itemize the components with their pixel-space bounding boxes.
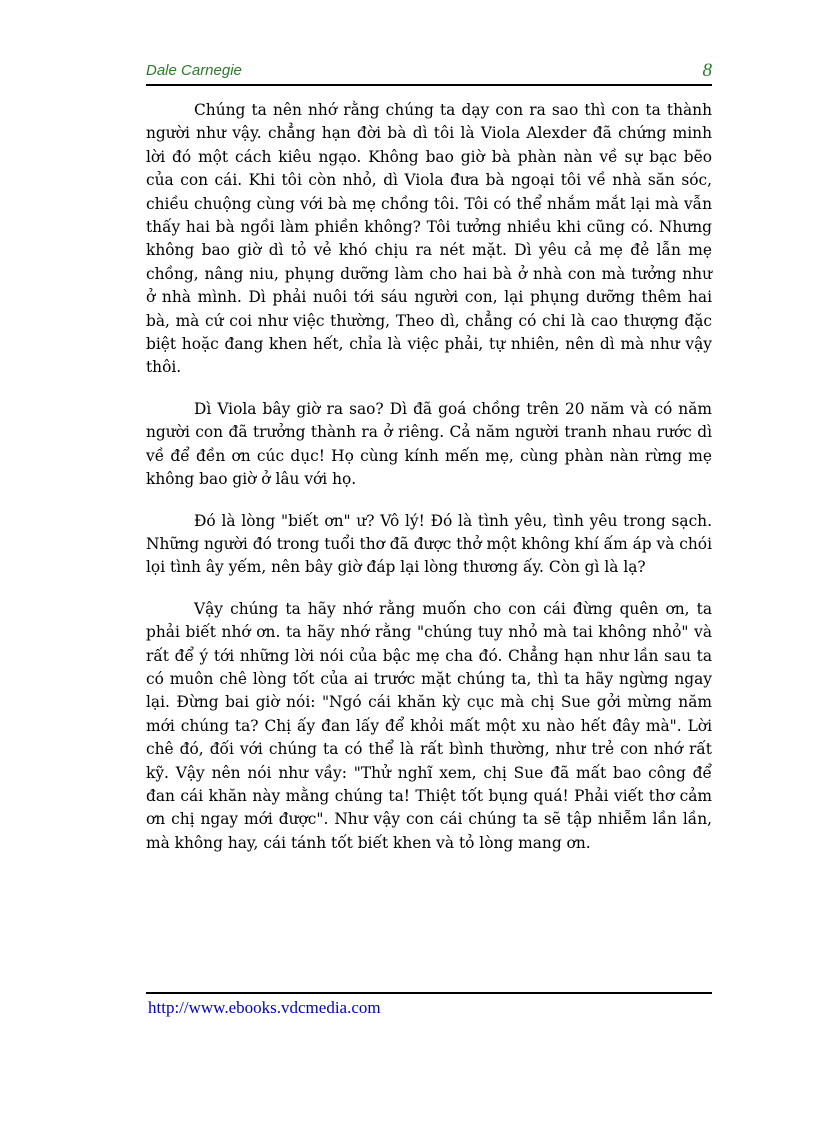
header-divider: [146, 84, 712, 86]
page-header: [146, 60, 712, 84]
footer-url-link[interactable]: http://www.ebooks.vdcmedia.com: [148, 998, 381, 1017]
paragraph-4: Vậy chúng ta hãy nhớ rằng muốn cho con cái đừng quên ơn, ta phải biết nhớ ơn. ta hãy nhớ rằng "chúng tuy nhỏ mà tai không nhỏ" và rất để ý tới những lời nói của bậc mẹ cha đó. Chẳng hạn như lần sau ta có muôn chê lòng tốt của ai trước mặt chúng ta, thì ta hãy ngừng ngay lại. Đừng bai giờ nói: "Ngó cái khăn kỳ cục mà chị Sue gởi mừng năm mới chúng ta? Chị ấy đan lấy để khỏi mất một xu nào hết đây mà". Lời chê đó, đối với chúng ta có thể là rất bình thường, như trẻ con nhớ rất kỹ. Vậy nên nói như vầy: "Thử nghĩ xem, chị Sue đã mất bao công để đan cái khăn này mằng chúng ta! Thiệt tốt bụng quá! Phải viết thơ cảm ơn chị ngay mới được". Như vậy con cái chúng ta sẽ tập nhiễm lần lần, mà không hay, cái tánh tốt biết khen và tỏ lòng mang ơn.: [146, 599, 712, 852]
page-body: [146, 99, 712, 873]
page-number: 8: [702, 60, 712, 81]
paragraph-2: Dì Viola bây giờ ra sao? Dì đã goá chồng trên 20 năm và có năm người con đã trưởng thành ra ở riêng. Cả năm người tranh nhau rước dì về để đền ơn cúc dục! Họ cùng kính mến mẹ, cùng phàn nàn rừng mẹ không bao giờ ở lâu với họ.: [146, 399, 712, 489]
paragraph-1: Chúng ta nên nhớ rằng chúng ta dạy con ra sao thì con ta thành người như vậy. chẳng hạn đời bà dì tôi là Viola Alexder đã chứng minh lời đó một cách kiêu ngạo. Không bao giờ bà phàn nàn về sự bạc bẽo của con cái. Khi tôi còn nhỏ, dì Viola đưa bà ngoại tôi về nhà săn sóc, chiều chuộng cùng với bà mẹ chồng tôi. Tôi có thể nhắm mắt lại mà vẫn thấy hai bà ngồi làm phiền không? Tôi tưởng nhiều khi cũng có. Nhưng không bao giờ dì tỏ vẻ khó chịu ra nét mặt. Dì yêu cả mẹ đẻ lẫn mẹ chồng, nâng niu, phụng dưỡng làm cho hai bà ở nhà con mà tưởng như ở nhà mình. Dì phải nuôi tới sáu người con, lại phụng dưỡng thêm hai bà, mà cứ coi như việc thường, Theo dì, chẳng có chi là cao thượng đặc biệt hoặc đang khen hết, chỉa là việc phải, tự nhiên, nên dì mà như vậy thôi.: [146, 101, 712, 377]
paragraph-3: Đó là lòng "biết ơn" ư? Vô lý! Đó là tình yêu, tình yêu trong sạch. Những người đó trong tuổi thơ đã được thở một không khí ấm áp và chói lọi tình ây yếm, nên bây giờ đáp lại lòng thương ấy. Còn gì là lạ?: [146, 511, 712, 577]
header-author: Dale Carnegie: [146, 62, 242, 79]
footer-divider: [146, 992, 712, 994]
